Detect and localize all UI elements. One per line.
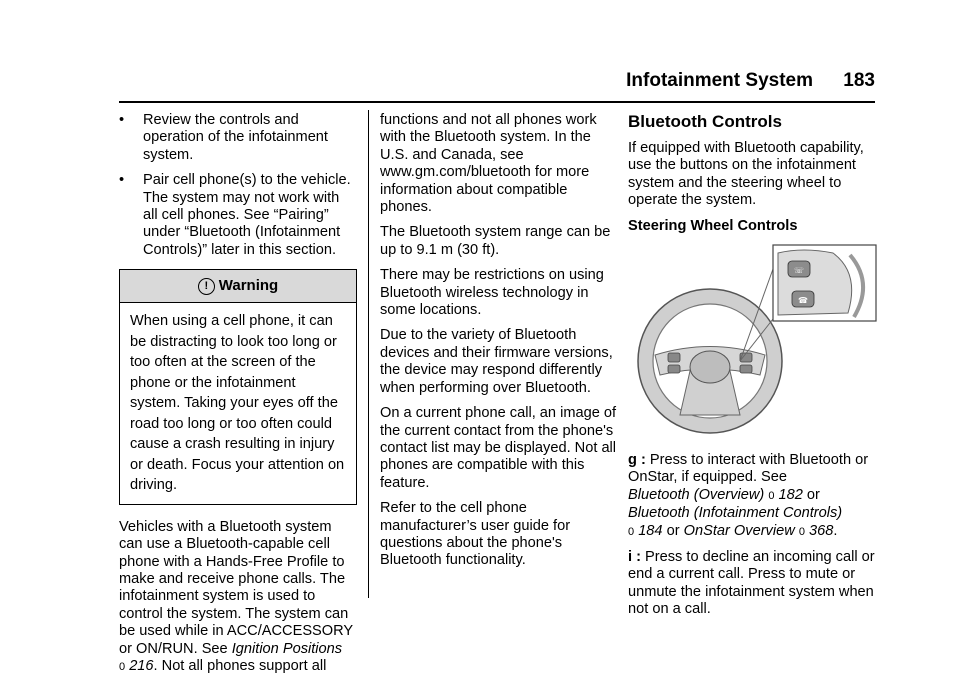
warning-header bbox=[120, 270, 356, 303]
warning-box bbox=[119, 269, 357, 505]
paragraph: Refer to the cell phone manufacturer’s user guide for questions about the phone's Bluetooth functionality. bbox=[380, 500, 571, 569]
steering-wheel-controls-subheading: Steering Wheel Controls bbox=[628, 217, 798, 234]
bullet-item bbox=[119, 112, 357, 164]
svg-text:☏: ☏ bbox=[794, 266, 805, 276]
voice-icon: g bbox=[628, 452, 637, 469]
paragraph: On a current phone call, an image of the current contact from the phone's contact list may be displayed. Not all phones are compatible with this feature. bbox=[380, 405, 617, 491]
control-text: Press to decline an incoming call or end a current call. Press to mute or unmute the infotainment system when not on a call. bbox=[628, 549, 875, 618]
paragraph-text: Vehicles with a Bluetooth system can use a Bluetooth-capable cell phone with a Hands-Free Profile to make and receive phone calls. The infotainment system is used to control the system. The system can be used while in ACC/ACCESSORY or ON/RUN. See bbox=[119, 518, 353, 657]
page-ref-icon: 0 bbox=[768, 489, 775, 502]
page-ref-184[interactable]: 184 bbox=[638, 522, 663, 539]
paragraph: functions and not all phones work with the Bluetooth system. In the U.S. and Canada, see www.gm.com/bluetooth for more information about compatible phones. bbox=[380, 112, 597, 216]
bullet-text: Pair cell phone(s) to the vehicle. The system may not work with all cell phones. See “Pairing” under “Bluetooth (Infotainment Controls)” later in this section. bbox=[143, 172, 351, 258]
paragraph-end: . Not all phones support all bbox=[153, 658, 327, 674]
svg-text:☎: ☎ bbox=[798, 296, 808, 306]
onstar-overview-link[interactable]: OnStar Overview bbox=[683, 522, 795, 539]
bullet-text: Review the controls and operation of the infotainment system. bbox=[143, 112, 328, 163]
page-number: 183 bbox=[843, 70, 875, 91]
bullet-mark: • bbox=[119, 112, 125, 128]
ignition-positions-link[interactable]: Ignition Positions bbox=[231, 640, 343, 657]
paragraph: There may be restrictions on using Bluetooth wireless technology in some locations. bbox=[380, 267, 604, 319]
bluetooth-intro-paragraph bbox=[119, 519, 357, 677]
column-divider bbox=[368, 110, 369, 598]
or-text: or bbox=[662, 522, 684, 539]
paragraph: The Bluetooth system range can be up to 9.1 m (30 ft). bbox=[380, 224, 611, 258]
bluetooth-infotainment-link[interactable]: Bluetooth (Infotainment Controls) bbox=[628, 505, 843, 522]
page-ref-icon: 0 bbox=[798, 525, 805, 538]
page-ref-368[interactable]: 368 bbox=[809, 522, 834, 539]
page-ref-icon: 0 bbox=[119, 661, 126, 673]
column-1 bbox=[119, 112, 357, 684]
paragraph: If equipped with Bluetooth capability, use the buttons on the infotainment system and the steering wheel to operate the system. bbox=[628, 140, 864, 209]
control-item-voice: g : Press to interact with Bluetooth or OnStar, if equipped. See Bluetooth (Overview) 0 182 or Bluetooth (Infotainment Controls) 0 184 or OnStar Overview 0 368. bbox=[628, 452, 869, 539]
control-text: Press to interact with Bluetooth or OnStar, if equipped. See bbox=[628, 452, 869, 486]
control-item-end-call: i : Press to decline an incoming call or end a current call. Press to mute or unmute the infotainment system when not on a call. bbox=[628, 549, 875, 618]
item-end: . bbox=[833, 522, 838, 539]
warning-body: When using a cell phone, it can be distracting to look too long or too often at the screen of the phone or the infotainment system. Taking your eyes off the road too long or too often could cause a crash resulting in injury or death. Focus your attention on driving. bbox=[130, 313, 345, 494]
page-ref-182[interactable]: 182 bbox=[778, 486, 803, 503]
end-call-icon: i bbox=[628, 549, 633, 566]
bullet-item bbox=[119, 172, 357, 259]
section-title: Infotainment System bbox=[626, 70, 813, 91]
bullet-mark: • bbox=[119, 172, 125, 189]
column-2 bbox=[380, 112, 620, 578]
paragraph: Due to the variety of Bluetooth devices and their firmware versions, the device may respond differently when performing over Bluetooth. bbox=[380, 327, 613, 396]
bluetooth-controls-heading: Bluetooth Controls bbox=[628, 112, 782, 131]
page-ref-icon: 0 bbox=[628, 525, 635, 538]
warning-title: Warning bbox=[218, 277, 279, 295]
warning-icon: ! bbox=[198, 278, 215, 295]
header-rule bbox=[119, 101, 875, 103]
or-text: or bbox=[802, 486, 820, 503]
page-header bbox=[0, 70, 875, 98]
column-3 bbox=[628, 112, 878, 627]
steering-wheel-illustration bbox=[628, 243, 878, 438]
page-ref-216[interactable]: 216 bbox=[129, 658, 154, 674]
bluetooth-overview-link[interactable]: Bluetooth (Overview) bbox=[628, 486, 765, 503]
